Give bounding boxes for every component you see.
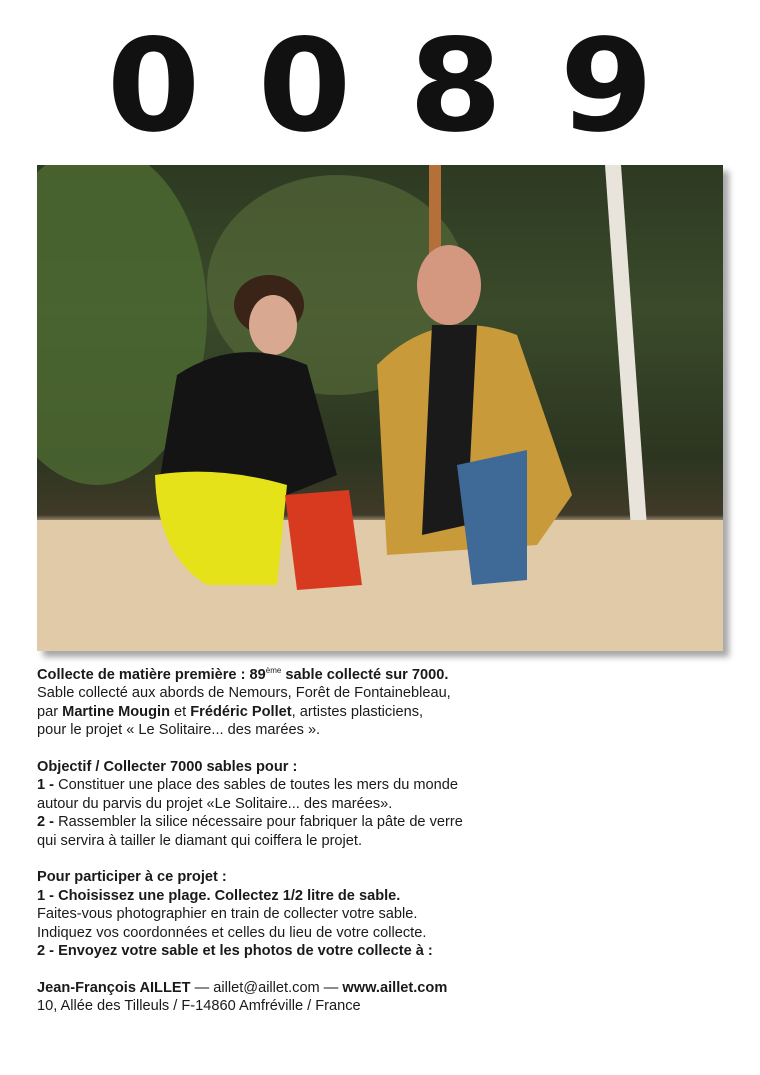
- objective-item: [37, 776, 537, 794]
- contact-name: Jean-François AILLET: [37, 979, 191, 996]
- heading-text: Pour participer à ce projet :: [37, 869, 227, 886]
- objective-item-cont: qui servira à tailler le diamant qui coiffera le projet.: [37, 832, 363, 849]
- caption-heading-end: sable collecté sur 7000.: [281, 667, 449, 683]
- text: Rassembler la silice nécessaire pour fabriquer la pâte de verre: [54, 814, 463, 831]
- title-digit: 9: [559, 12, 654, 161]
- face: [249, 295, 297, 355]
- caption-line: pour le projet « Le Solitaire... des marées ».: [37, 722, 321, 739]
- caption-heading: Collecte de matière première : 89: [37, 667, 266, 683]
- contact-website[interactable]: www.aillet.com: [342, 979, 448, 996]
- caption-line: [37, 703, 537, 721]
- sand: [37, 520, 723, 651]
- artist-name: Martine Mougin: [62, 703, 170, 720]
- participate-line: Faites-vous photographier en train de collecter votre sable.: [37, 906, 418, 923]
- objective-item: [37, 813, 537, 831]
- description-text: [37, 666, 537, 1016]
- caption-line: [37, 666, 537, 684]
- red-bag: [285, 490, 362, 590]
- separator: —: [319, 979, 343, 996]
- title-digit: 8: [408, 12, 503, 161]
- contact-line: [37, 979, 537, 997]
- heading-text: Objectif / Collecter 7000 sables pour :: [37, 759, 298, 776]
- text: et: [169, 703, 191, 720]
- tree-trunk: [429, 165, 441, 255]
- participate-heading: [37, 868, 537, 886]
- separator: —: [190, 979, 214, 996]
- objective-heading: [37, 758, 537, 776]
- face: [417, 245, 481, 325]
- item-number: 2 -: [37, 814, 55, 831]
- caption-line: Sable collecté aux abords de Nemours, Forêt de Fontainebleau,: [37, 685, 451, 702]
- step-text: 2 - Envoyez votre sable et les photos de votre collecte à :: [37, 943, 433, 960]
- item-number: 1 -: [37, 777, 55, 794]
- participate-line: Indiquez vos coordonnées et celles du lieu de votre collecte.: [37, 924, 427, 941]
- page-title: [0, 12, 760, 161]
- contact-email[interactable]: aillet@aillet.com: [213, 979, 320, 996]
- participate-step: [37, 942, 537, 960]
- artist-name: Frédéric Pollet: [190, 703, 292, 720]
- birch-trunk: [605, 165, 649, 557]
- text: , artistes plasticiens,: [291, 703, 424, 720]
- objective-item-cont: autour du parvis du projet «Le Solitaire... des marées».: [37, 795, 393, 812]
- step-text: 1 - Choisissez une plage. Collectez 1/2 litre de sable.: [37, 887, 401, 904]
- caption-sup: ème: [265, 666, 282, 675]
- contact-address: 10, Allée des Tilleuls / F-14860 Amfréville / France: [37, 998, 361, 1015]
- photo-illustration: [37, 165, 723, 651]
- text: par: [37, 703, 63, 720]
- title-digit: 0: [106, 12, 201, 161]
- photo-sand-collection: [37, 165, 723, 651]
- text: Constituer une place des sables de toutes les mers du monde: [54, 777, 459, 794]
- title-digit: 0: [257, 12, 352, 161]
- participate-step: [37, 887, 537, 905]
